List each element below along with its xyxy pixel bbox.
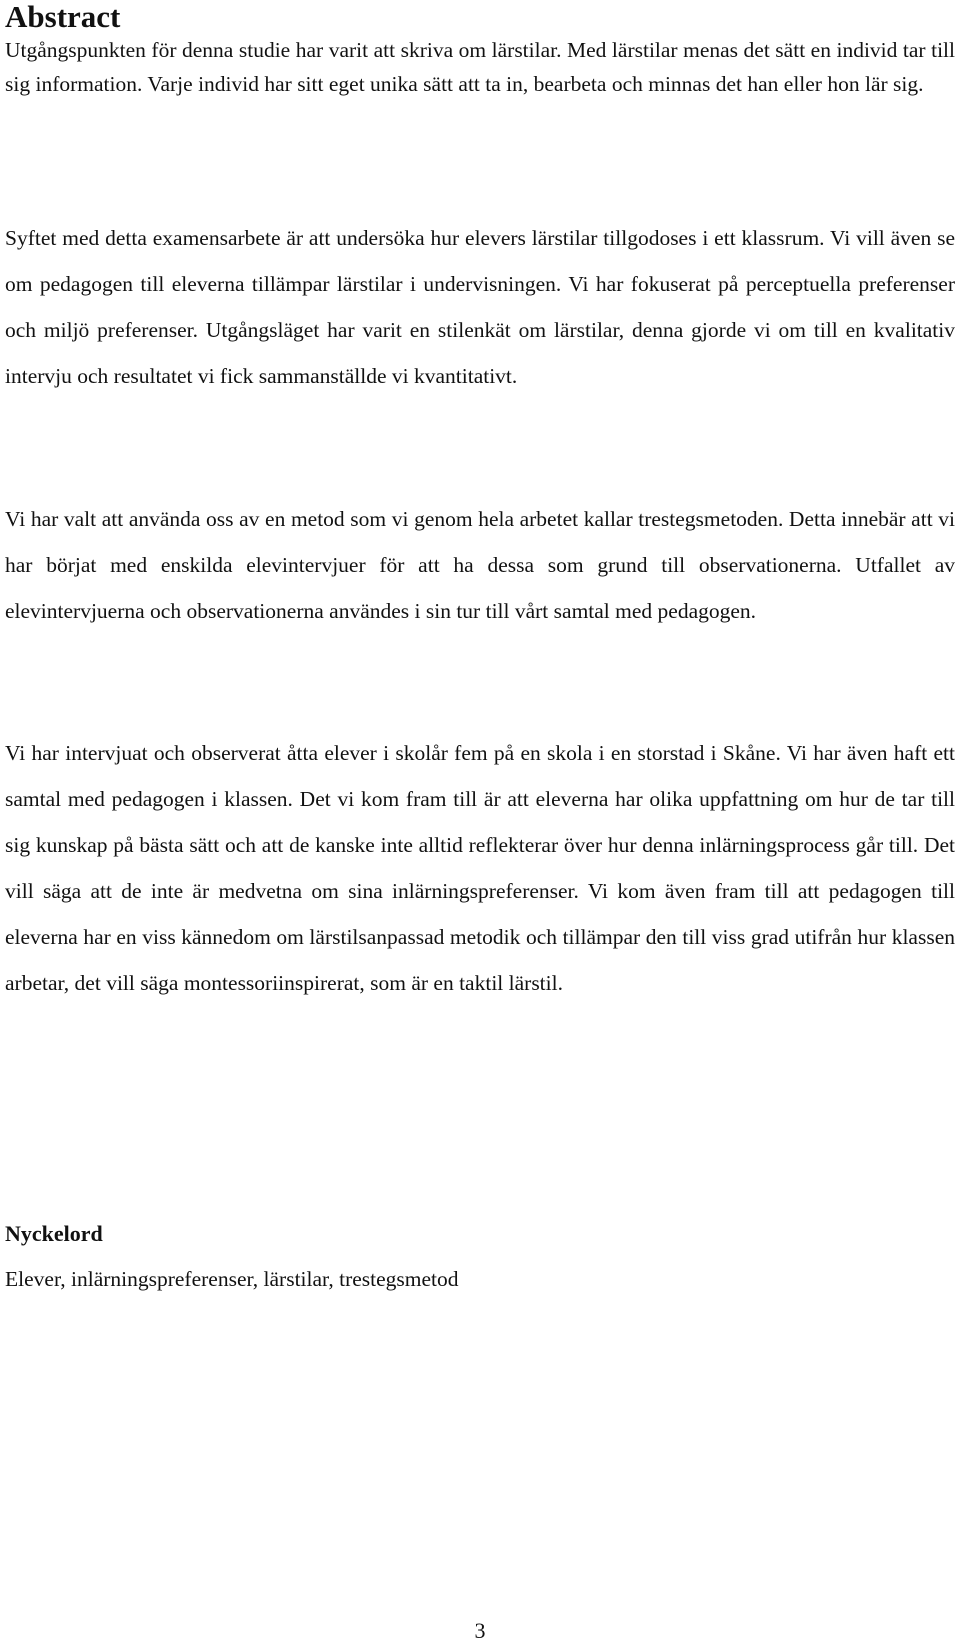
keywords-list: Elever, inlärningspreferenser, lärstilar, trestegsmetod [5, 1267, 459, 1291]
keywords-heading: Nyckelord [5, 1221, 103, 1246]
abstract-paragraph-4: Vi har intervjuat och observerat åtta elever i skolår fem på en skola i en storstad i Skåne. Vi har även haft ett samtal med pedagogen i klassen. Det vi kom fram till är att eleverna har olika uppfattning om hur de tar till sig kunskap på bästa sätt och att de kanske inte alltid reflekterar över hur denna inlärningsprocess går till. Det vill säga att de inte är medvetna om sina inlärningspreferenser. Vi kom även fram till att pedagogen till eleverna har en viss kännedom om lärstilsanpassad metodik och tillämpar den till viss grad utifrån hur klassen arbetar, det vill säga montessoriinspirerat, som är en taktil lärstil. [5, 741, 955, 995]
abstract-paragraph-1: Utgångspunkten för denna studie har varit att skriva om lärstilar. Med lärstilar menas det sätt en individ tar till sig information. Varje individ har sitt eget unika sätt att ta in, bearbeta och minnas det han eller hon lär sig. [5, 38, 955, 96]
abstract-heading: Abstract [5, 0, 121, 34]
abstract-paragraph-2: Syftet med detta examensarbete är att undersöka hur elevers lärstilar tillgodoses i ett klassrum. Vi vill även se om pedagogen till eleverna tillämpar lärstilar i undervisningen. Vi har fokuserat på perceptuella preferenser och miljö preferenser. Utgångsläget har varit en stilenkät om lärstilar, denna gjorde vi om till en kvalitativ intervju och resultatet vi fick sammanställde vi kvantitativt. [5, 226, 955, 388]
abstract-paragraph-3: Vi har valt att använda oss av en metod som vi genom hela arbetet kallar trestegsmetoden. Detta innebär att vi har börjat med enskilda elevintervjuer för att ha dessa som grund till observationerna. Utfallet av elevintervjuerna och observationerna användes i sin tur till vårt samtal med pedagogen. [5, 507, 955, 623]
page-number: 3 [474, 1618, 486, 1643]
